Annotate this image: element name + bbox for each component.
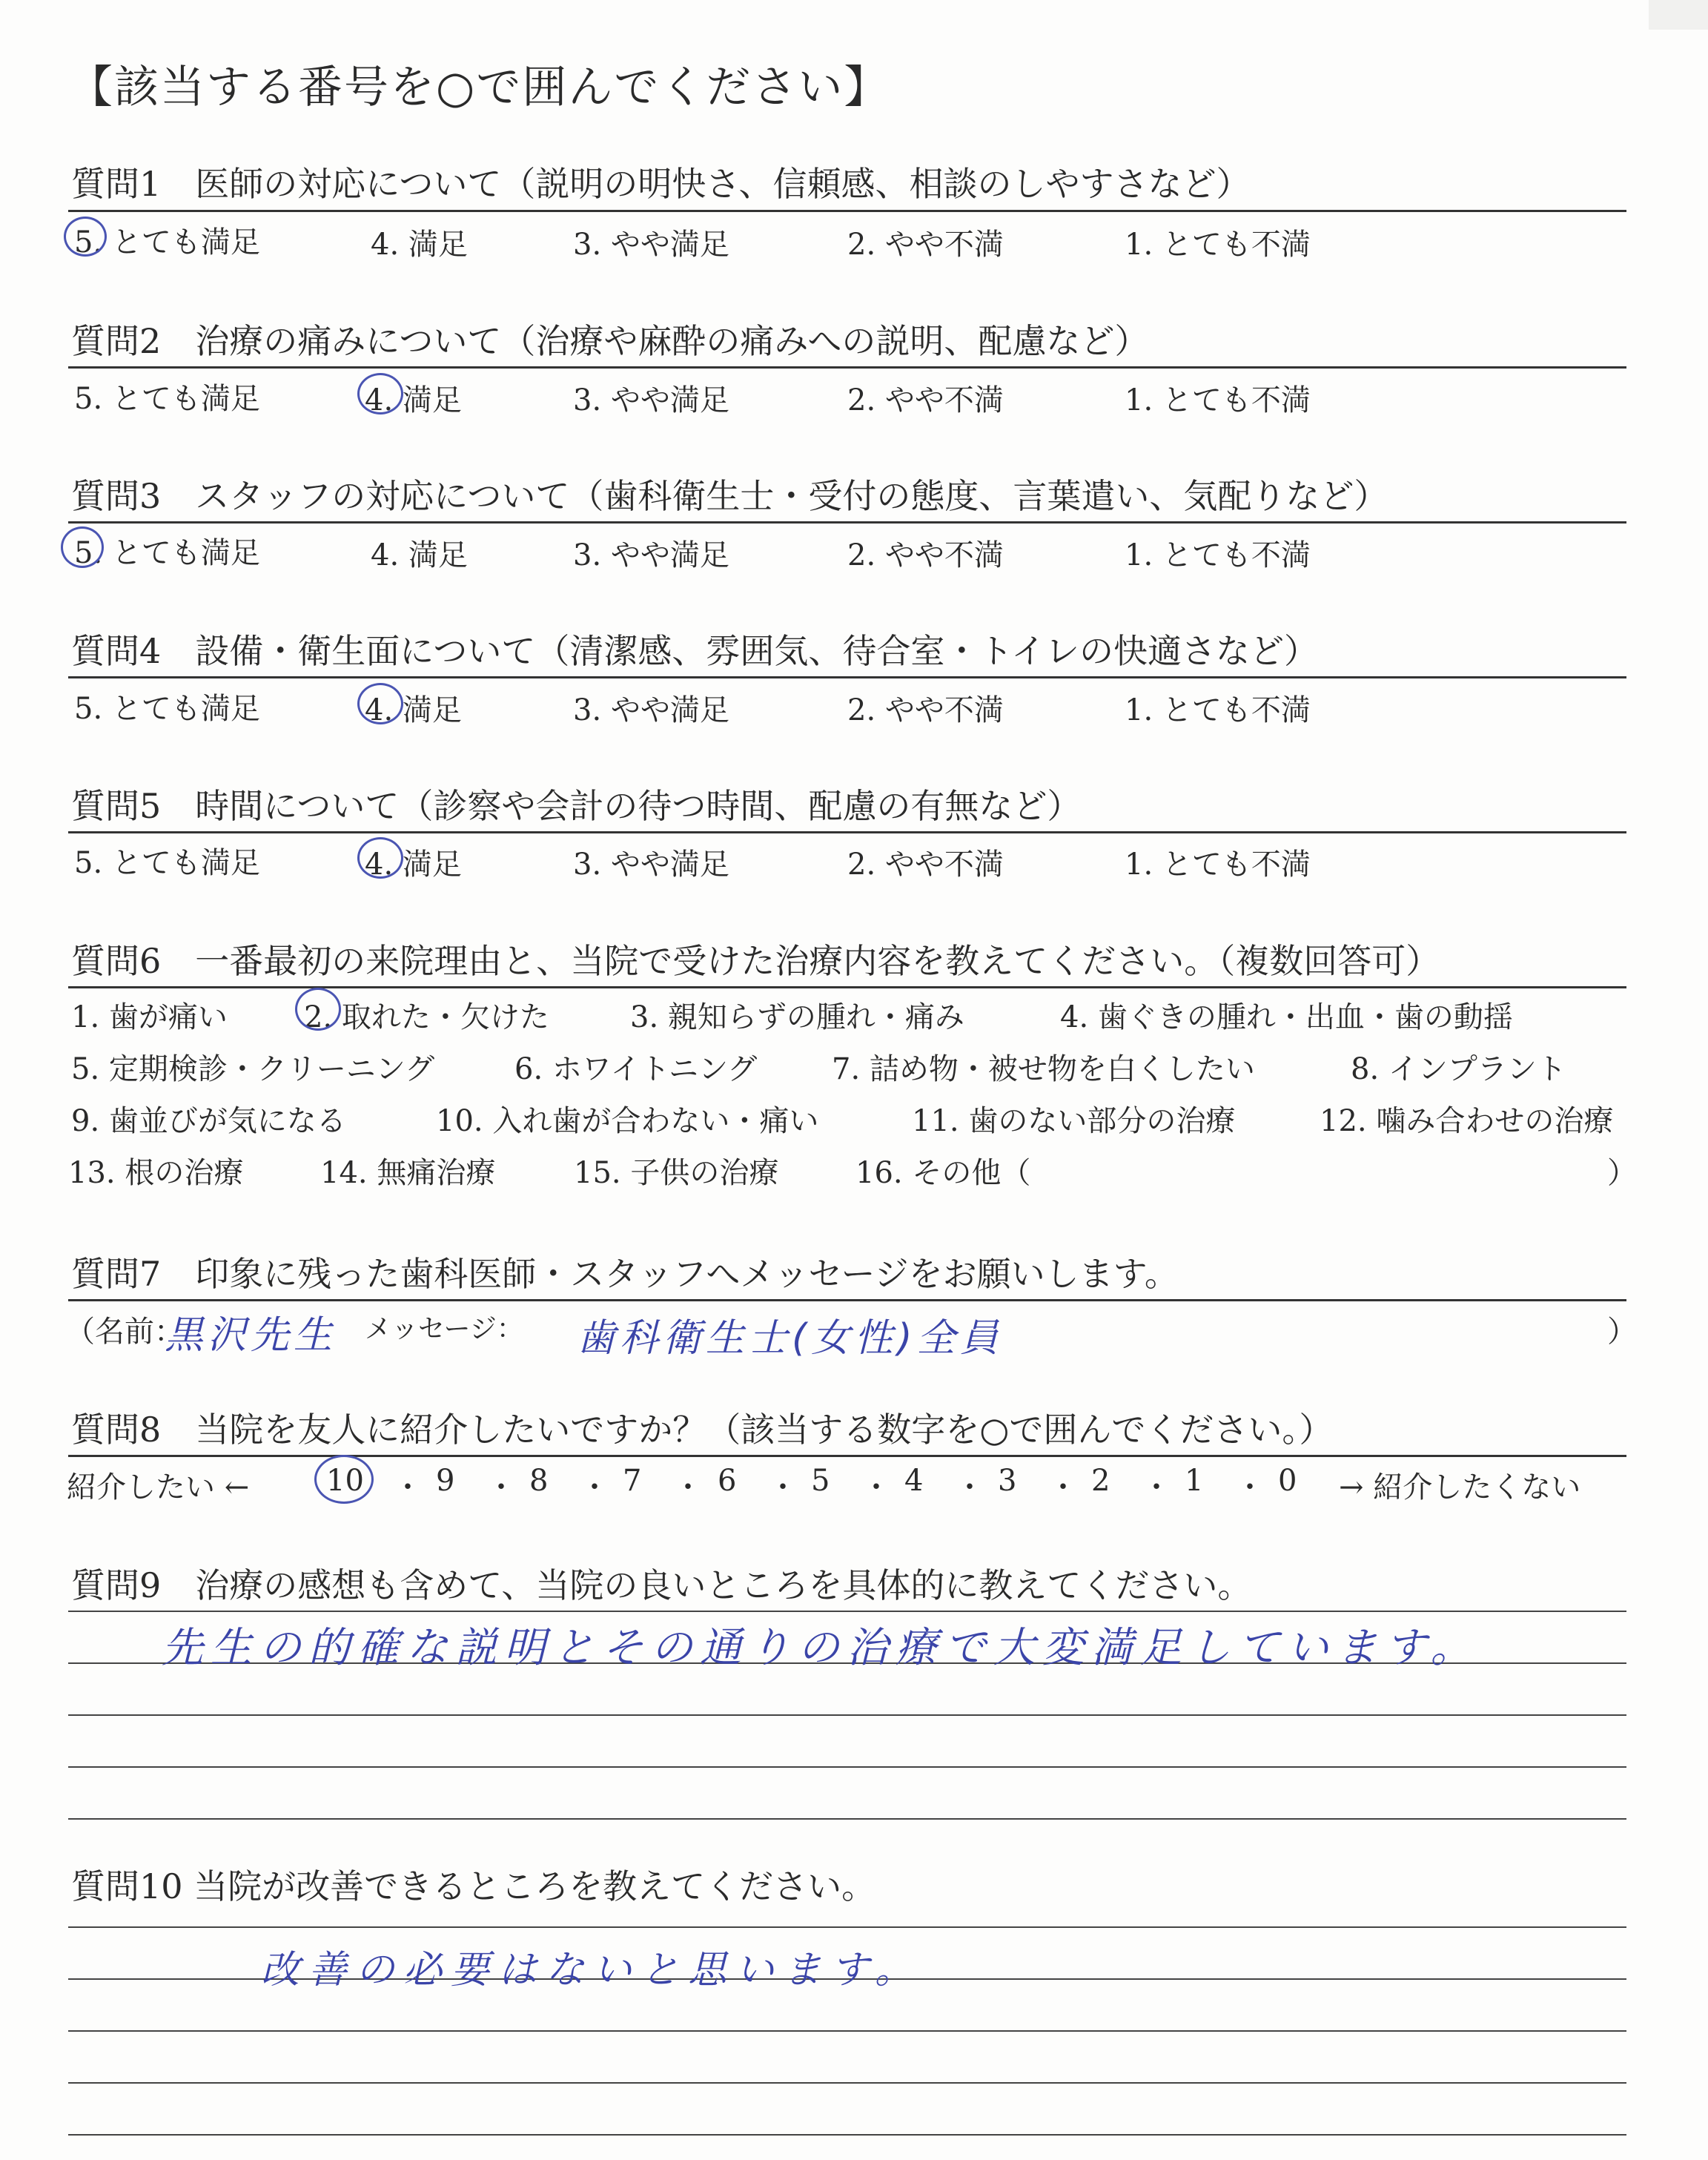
q2-rule — [68, 366, 1626, 369]
q10-answer-line — [68, 2030, 1626, 2032]
q6-option-14[interactable]: 14. 無痛治療 — [320, 1156, 496, 1190]
q6-option-4[interactable]: 4. 歯ぐきの腫れ・出血・歯の動揺 — [1060, 1000, 1513, 1034]
q10-title: 質問10 当院が改善できるところを教えてください。 — [71, 1866, 876, 1906]
q6-option-6[interactable]: 6. ホワイトニング — [514, 1052, 758, 1086]
q2-option-5[interactable]: 5. とても満足 — [74, 382, 260, 416]
q8-value-6[interactable]: 6 — [718, 1464, 737, 1498]
q5-rule — [68, 831, 1626, 833]
q1-option-5[interactable]: 5. とても満足 — [74, 225, 260, 260]
q6-option-15[interactable]: 15. 子供の治療 — [574, 1156, 779, 1190]
q7-name-value[interactable]: 黒沢先生 — [165, 1313, 337, 1358]
q8-value-0[interactable]: 0 — [1278, 1464, 1297, 1498]
q1-selection-circle — [64, 217, 107, 257]
q8-separator: ・ — [861, 1470, 891, 1505]
q8-separator: ・ — [768, 1470, 798, 1505]
q8-value-8[interactable]: 8 — [529, 1464, 549, 1498]
q5-option-1[interactable]: 1. とても不満 — [1125, 848, 1311, 882]
q6-option-9[interactable]: 9. 歯並びが気になる — [71, 1104, 346, 1138]
q8-separator: ・ — [1235, 1470, 1265, 1505]
q5-option-3[interactable]: 3. やや満足 — [573, 848, 729, 882]
q8-separator: ・ — [673, 1470, 703, 1505]
q4-option-4[interactable]: 4. 満足 — [365, 693, 462, 727]
q8-separator: ・ — [1048, 1470, 1078, 1505]
q5-option-4[interactable]: 4. 満足 — [365, 848, 462, 882]
q9-answer-line — [68, 1766, 1626, 1768]
q8-value-7[interactable]: 7 — [623, 1464, 642, 1498]
q8-separator: ・ — [486, 1470, 516, 1505]
q8-separator: ・ — [1142, 1470, 1171, 1505]
q3-option-1[interactable]: 1. とても不満 — [1125, 538, 1311, 572]
q2-option-2[interactable]: 2. やや不満 — [847, 383, 1004, 417]
q8-rule — [68, 1455, 1626, 1457]
q8-left-label: 紹介したい ← — [67, 1470, 250, 1505]
q3-option-2[interactable]: 2. やや不満 — [847, 538, 1004, 572]
q3-option-4[interactable]: 4. 満足 — [371, 538, 468, 572]
q8-separator: ・ — [393, 1470, 423, 1505]
q3-option-3[interactable]: 3. やや満足 — [573, 538, 729, 572]
q4-rule — [68, 676, 1626, 678]
q6-option-13[interactable]: 13. 根の治療 — [68, 1156, 244, 1190]
q7-close: ） — [1607, 1315, 1637, 1349]
q4-option-3[interactable]: 3. やや満足 — [573, 693, 729, 727]
q6-option-8[interactable]: 8. インプラント — [1351, 1052, 1566, 1086]
q6-option-16[interactable]: 16. その他（ — [855, 1156, 1031, 1190]
q6-option-2[interactable]: 2. 取れた・欠けた — [304, 1000, 549, 1034]
q1-option-3[interactable]: 3. やや満足 — [573, 228, 729, 262]
q6-option-12[interactable]: 12. 噛み合わせの治療 — [1320, 1104, 1614, 1138]
q6-option-1[interactable]: 1. 歯が痛い — [71, 1000, 228, 1034]
q8-value-1[interactable]: 1 — [1185, 1464, 1204, 1498]
q4-option-5[interactable]: 5. とても満足 — [74, 692, 260, 726]
q8-value-2[interactable]: 2 — [1091, 1464, 1110, 1498]
q8-right-label: → 紹介したくない — [1339, 1470, 1581, 1505]
q6-rule — [68, 986, 1626, 988]
q2-option-4[interactable]: 4. 満足 — [365, 383, 462, 417]
q6-option-7[interactable]: 7. 詰め物・被せ物を白くしたい — [832, 1052, 1255, 1086]
q10-answer-line — [68, 1926, 1626, 1928]
q2-option-1[interactable]: 1. とても不満 — [1125, 383, 1311, 417]
q4-selection-circle — [357, 683, 403, 724]
q6-title: 質問6 一番最初の来院理由と、当院で受けた治療内容を教えてください。（複数回答可） — [71, 941, 1440, 981]
q4-option-2[interactable]: 2. やや不満 — [847, 693, 1004, 727]
q7-name-label: （名前： — [65, 1315, 184, 1349]
q8-title: 質問8 当院を友人に紹介したいですか？（該当する数字を○で囲んでください。） — [71, 1410, 1334, 1450]
q8-value-9[interactable]: 9 — [436, 1464, 455, 1498]
q9-answer-line — [68, 1818, 1626, 1820]
q10-answer-text[interactable]: 改善の必要はないと思います。 — [261, 1948, 922, 1992]
q8-separator: ・ — [955, 1470, 984, 1505]
q1-option-1[interactable]: 1. とても不満 — [1125, 228, 1311, 262]
q7-message-label: メッセージ： — [365, 1314, 523, 1344]
q8-separator: ・ — [580, 1470, 609, 1505]
q10-answer-line — [68, 2082, 1626, 2084]
q6-option-3[interactable]: 3. 親知らずの腫れ・痛み — [630, 1000, 964, 1034]
q7-message-value[interactable]: 歯科衛生士(女性)全員 — [577, 1316, 1003, 1361]
q8-value-10[interactable]: 10 — [326, 1464, 364, 1498]
q5-selection-circle — [357, 837, 403, 879]
q7-title: 質問7 印象に残った歯科医師・スタッフへメッセージをお願いします。 — [71, 1254, 1179, 1294]
q8-value-4[interactable]: 4 — [904, 1464, 924, 1498]
q3-selection-circle — [61, 526, 104, 568]
q8-selection-circle — [314, 1455, 374, 1504]
q5-title: 質問5 時間について（診察や会計の待つ時間、配慮の有無など） — [71, 786, 1082, 826]
q8-value-3[interactable]: 3 — [998, 1464, 1017, 1498]
instruction-title: 【該当する番号を○で囲んでください】 — [68, 62, 890, 113]
q4-title: 質問4 設備・衛生面について（清潔感、雰囲気、待合室・トイレの快適さなど） — [71, 631, 1319, 671]
q3-option-5[interactable]: 5. とても満足 — [74, 536, 260, 570]
q1-rule — [68, 210, 1626, 212]
q1-option-2[interactable]: 2. やや不満 — [847, 228, 1004, 262]
q1-title: 質問1 医師の対応について（説明の明快さ、信頼感、相談のしやすさなど） — [71, 164, 1251, 204]
q2-option-3[interactable]: 3. やや満足 — [573, 383, 729, 417]
q6-option-5[interactable]: 5. 定期検診・クリーニング — [71, 1052, 435, 1086]
q3-rule — [68, 521, 1626, 524]
q4-option-1[interactable]: 1. とても不満 — [1125, 693, 1311, 727]
q6-other-close: ） — [1607, 1156, 1637, 1190]
q6-selection-circle — [295, 988, 341, 1031]
q6-option-11[interactable]: 11. 歯のない部分の治療 — [912, 1104, 1236, 1138]
q6-option-10[interactable]: 10. 入れ歯が合わない・痛い — [436, 1104, 819, 1138]
q3-title: 質問3 スタッフの対応について（歯科衛生士・受付の態度、言葉遣い、気配りなど） — [71, 476, 1388, 516]
q2-title: 質問2 治療の痛みについて（治療や麻酔の痛みへの説明、配慮など） — [71, 321, 1149, 361]
q8-value-5[interactable]: 5 — [811, 1464, 830, 1498]
q9-answer-line — [68, 1714, 1626, 1716]
q9-title: 質問9 治療の感想も含めて、当院の良いところを具体的に教えてください。 — [71, 1565, 1252, 1605]
q5-option-2[interactable]: 2. やや不満 — [847, 848, 1004, 882]
q5-option-5[interactable]: 5. とても満足 — [74, 846, 260, 880]
q2-selection-circle — [357, 373, 403, 415]
q7-rule — [68, 1299, 1626, 1301]
scan-corner — [1649, 0, 1708, 30]
q1-option-4[interactable]: 4. 満足 — [371, 228, 468, 262]
q9-answer-text[interactable]: 先生の的確な説明とその通りの治療で大変満足しています。 — [162, 1624, 1480, 1672]
q9-answer-line — [68, 1611, 1626, 1612]
q10-answer-line — [68, 2134, 1626, 2136]
